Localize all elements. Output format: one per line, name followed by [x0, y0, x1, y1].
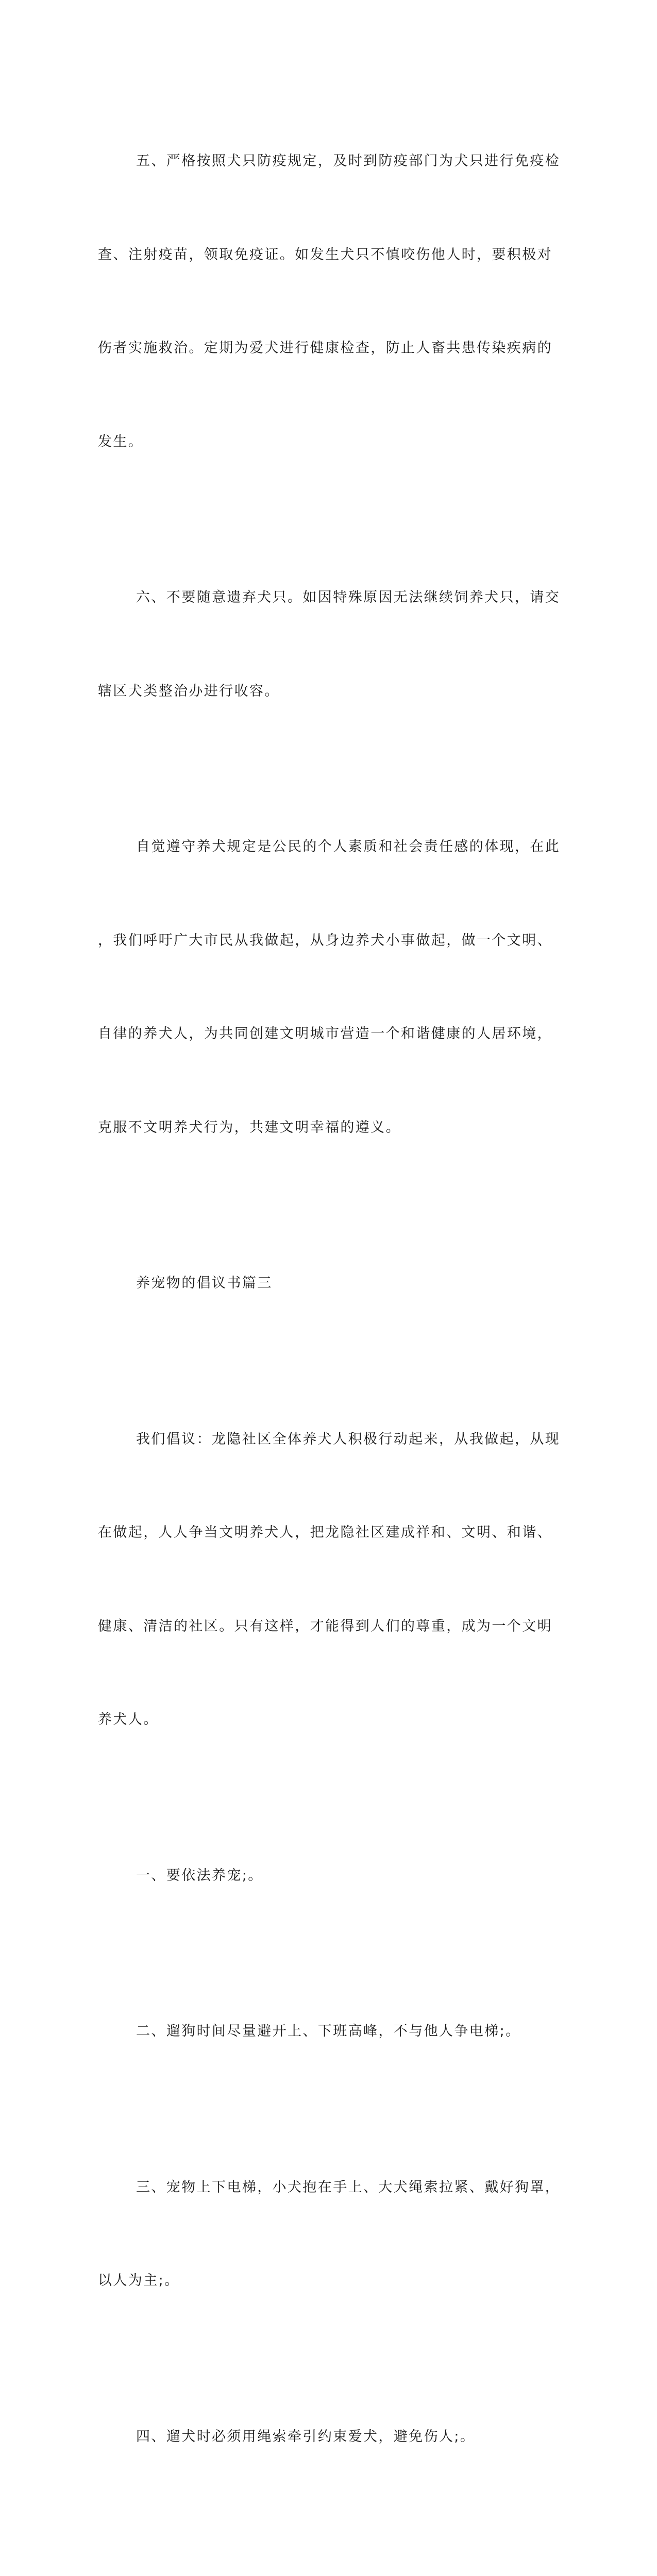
text-line: ，我们呼吁广大市民从我做起，从身边养犬小事做起，做一个文明、: [98, 932, 552, 948]
list-item-one: [98, 1798, 551, 1954]
text-line: 伤者实施救治。定期为爱犬进行健康检查，防止人畜共患传染疾病的: [98, 340, 552, 356]
section-title: 养宠物的倡议书篇三: [136, 1275, 273, 1291]
text-line: 三、宠物上下电梯，小犬抱在手上、大犬绳索拉紧、戴好狗罩，: [136, 2179, 561, 2195]
text-line: 辖区犬类整治办进行收容。: [98, 683, 280, 699]
paragraph-rule-six-abandon: [98, 520, 561, 769]
text-line: 健康、清洁的社区。只有这样，才能得到人们的尊重，成为一个文明: [98, 1618, 552, 1634]
text-line: 自觉遵守养犬规定是公民的个人素质和社会责任感的体现，在此: [136, 839, 561, 855]
text-line: 一、要依法养宠;。: [136, 1867, 263, 1884]
text-line: 二、遛狗时间尽量避开上、下班高峰，不与他人争电梯;。: [136, 2023, 521, 2039]
text-line: 发生。: [98, 433, 144, 450]
list-item-two: [98, 1954, 551, 2110]
list-item-three: [98, 2110, 561, 2359]
text-line: 六、不要随意遗弃犬只。如因特殊原因无法继续饲养犬只，请交: [136, 589, 561, 605]
text-line: 以人为主;。: [98, 2273, 180, 2289]
paragraph-closing: [98, 769, 561, 1206]
text-line: 四、遛犬时必须用绳索牵引约束爱犬，避免伤人;。: [136, 2428, 476, 2445]
text-line: 克服不文明养犬行为，共建文明幸福的遵义。: [98, 1119, 401, 1136]
text-line: 自律的养犬人，为共同创建文明城市营造一个和谐健康的人居环境，: [98, 1026, 552, 1042]
paragraph-proposal-intro: [98, 1362, 561, 1798]
document-body: [98, 83, 561, 2576]
list-item-four: [98, 2359, 551, 2515]
text-line: 五、严格按照犬只防疫规定，及时到防疫部门为犬只进行免疫检: [136, 153, 561, 169]
text-line: 我们倡议：龙隐社区全体养犬人积极行动起来，从我做起，从现: [136, 1431, 561, 1447]
section-heading: [98, 1206, 551, 1362]
paragraph-rule-five-epidemic: [98, 83, 561, 520]
text-line: 查、注射疫苗，领取免疫证。如发生犬只不慎咬伤他人时，要积极对: [98, 246, 552, 263]
text-line: 养犬人。: [98, 1711, 159, 1727]
text-line: 在做起，人人争当文明养犬人，把龙隐社区建成祥和、文明、和谐、: [98, 1524, 552, 1540]
list-item-five: [98, 2515, 551, 2576]
